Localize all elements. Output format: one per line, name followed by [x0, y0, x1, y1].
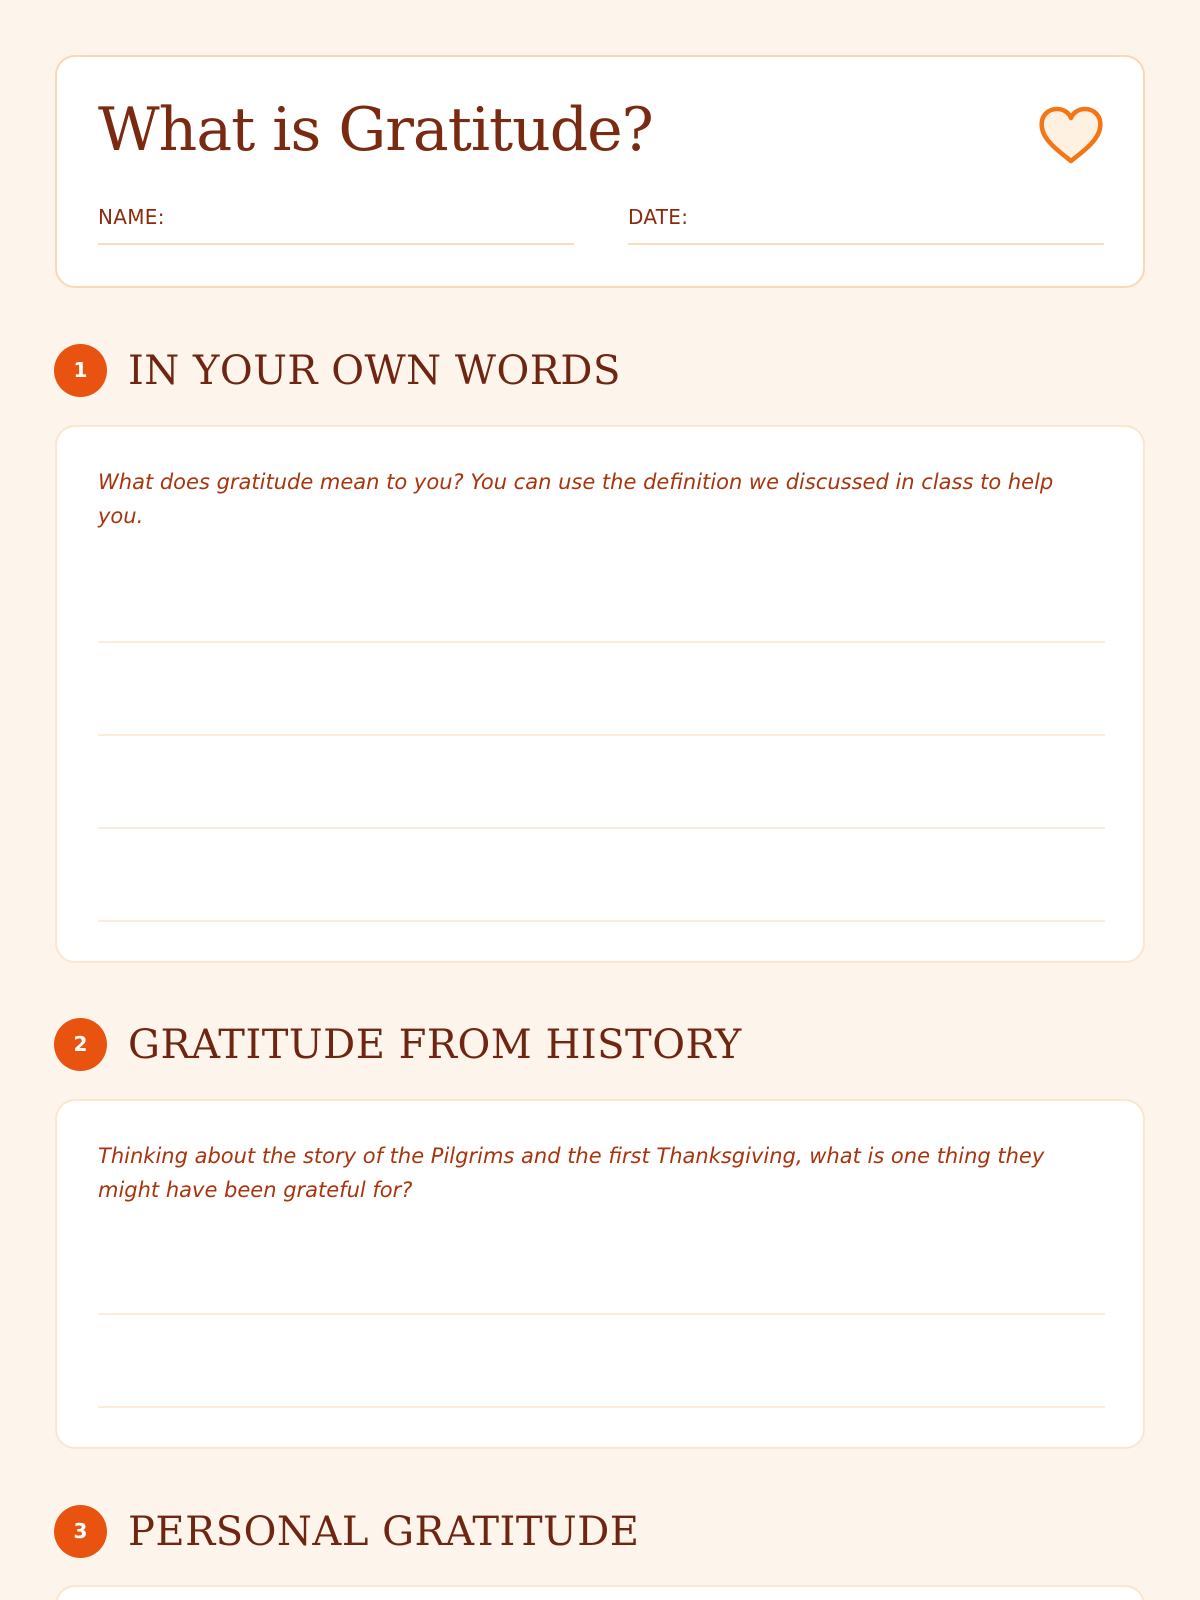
section-number-badge: 1 — [54, 344, 107, 397]
date-field[interactable] — [628, 205, 1104, 245]
section-prompt: Thinking about the story of the Pilgrims and the first Thanksgiving, what is one thing they might have been grateful for? — [98, 1144, 1045, 1202]
writing-line[interactable] — [98, 734, 1105, 736]
section-3-answer-card — [55, 1585, 1145, 1600]
name-label: NAME: — [98, 205, 165, 229]
section-number-badge: 3 — [54, 1505, 107, 1558]
section-3-header — [54, 1505, 1144, 1559]
heart-icon — [1038, 104, 1104, 166]
name-field[interactable] — [98, 205, 574, 245]
section-1-header — [54, 344, 1144, 398]
writing-line[interactable] — [98, 827, 1105, 829]
section-2-header — [54, 1018, 1144, 1072]
date-label: DATE: — [628, 205, 689, 229]
section-prompt: What does gratitude mean to you? You can use the definition we discussed in class to help you. — [98, 470, 1054, 528]
section-2-answer-card — [55, 1099, 1145, 1449]
writing-line[interactable] — [98, 641, 1105, 643]
section-1-answer-card — [55, 425, 1145, 963]
page-title: What is Gratitude? — [98, 95, 653, 165]
section-title: PERSONAL GRATITUDE — [128, 1509, 640, 1555]
section-number-badge: 2 — [54, 1018, 107, 1071]
writing-line[interactable] — [98, 1406, 1105, 1408]
section-title: IN YOUR OWN WORDS — [128, 348, 621, 394]
writing-line[interactable] — [98, 920, 1105, 922]
writing-line[interactable] — [98, 1313, 1105, 1315]
section-title: GRATITUDE FROM HISTORY — [128, 1022, 742, 1068]
header-card — [55, 55, 1145, 288]
